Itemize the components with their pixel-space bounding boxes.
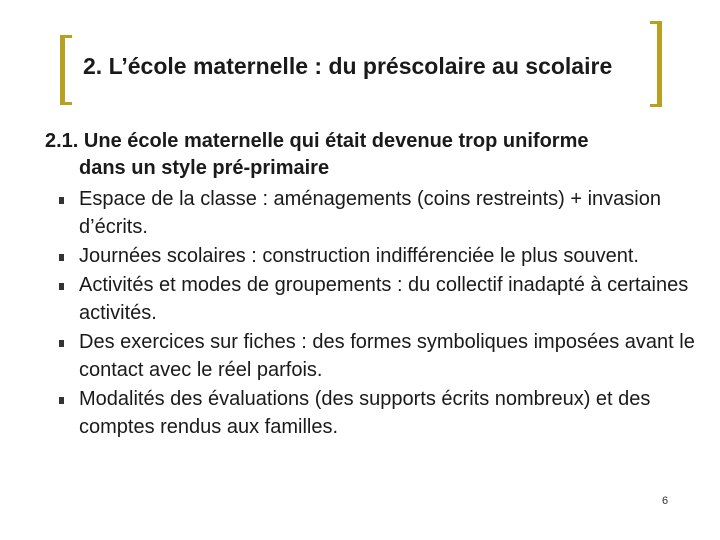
bullet-text: Modalités des évaluations (des supports écrits nombreux) et des comptes rendus aux familles. bbox=[79, 388, 651, 438]
bullet-item bbox=[45, 328, 715, 384]
section-heading bbox=[45, 128, 705, 182]
page-number: 6 bbox=[662, 495, 669, 507]
bullet-item bbox=[45, 271, 715, 327]
bullet-item bbox=[45, 385, 715, 441]
bullet-text: Espace de la classe : aménagements (coins restreints) + invasion d’écrits. bbox=[79, 188, 661, 238]
bullet-text: Des exercices sur fiches : des formes symboliques imposées avant le contact avec le réel parfois. bbox=[79, 331, 695, 381]
title-bracket-left bbox=[60, 35, 72, 105]
square-bullet-icon bbox=[59, 197, 64, 204]
bullet-item bbox=[45, 185, 715, 241]
bullet-list bbox=[45, 185, 715, 442]
bullet-item bbox=[45, 242, 715, 270]
section-heading-line2: dans un style pré-primaire bbox=[79, 157, 330, 179]
slide-title: 2. L’école maternelle : du préscolaire au scolaire bbox=[83, 53, 613, 79]
title-bracket-right bbox=[650, 21, 662, 107]
section-heading-line1: 2.1. Une école maternelle qui était devenue trop uniforme bbox=[45, 130, 589, 152]
square-bullet-icon bbox=[59, 283, 64, 290]
bullet-text: Activités et modes de groupements : du collectif inadapté à certaines activités. bbox=[79, 274, 689, 324]
square-bullet-icon bbox=[59, 340, 64, 347]
square-bullet-icon bbox=[59, 397, 64, 404]
square-bullet-icon bbox=[59, 254, 64, 261]
bullet-text: Journées scolaires : construction indifférenciée le plus souvent. bbox=[79, 245, 639, 267]
